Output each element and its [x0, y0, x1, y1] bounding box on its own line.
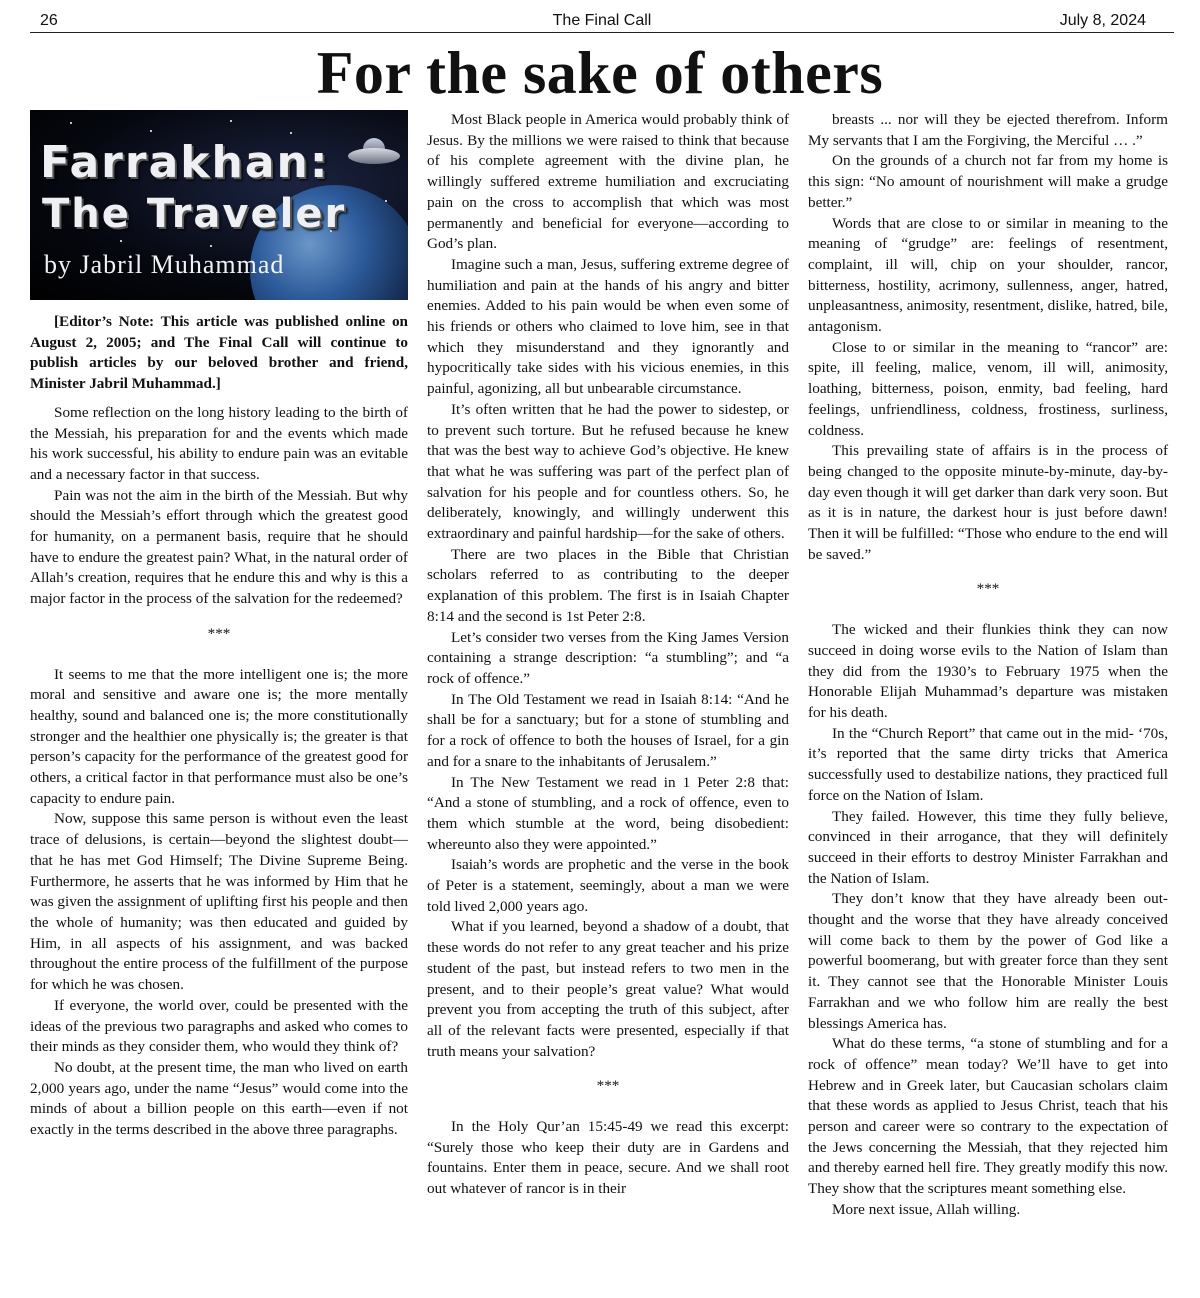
article-column-2	[427, 110, 789, 1200]
column-3-paragraphs	[808, 110, 1168, 565]
paragraph: In the Holy Qur’an 15:45-49 we read this excerpt: “Surely those who keep their duty are in Gardens and fountains. Enter them in peace, secure. And we shall root out whatever of rancor is in their	[427, 1118, 789, 1198]
article-headline: For the sake of others	[316, 40, 884, 106]
logo-title-line1: Farrakhan:	[40, 137, 330, 188]
paragraph: The wicked and their flunkies think they can now succeed in doing worse evils to the Nation of Islam than they did from the 1930’s to February 1975 when the Honorable Elijah Muhammad’s departure was mistaken for his death.	[808, 621, 1168, 721]
paragraph: More next issue, Allah willing.	[832, 1200, 1021, 1218]
section-separator: ***	[596, 1077, 620, 1095]
paragraph: Words that are close to or similar in meaning to the meaning of “grudge” are: feelings of resentment, complaint, ill will, chip on your shoulder, rancor, bitterness, hostility, acrimony, sullenness, anger, hatred, unpleasantness, animosity, resentment, dislike, hatred, bile, antagonism.	[808, 214, 1168, 336]
paragraph: They don’t know that they have already been out-thought and the worse that they have already conceived will come back to them by the power of God like a powerful boomerang, but with greater force than they sent it. They cannot see that the Honorable Minister Louis Farrakhan and we who follow him are really the best blessings America has.	[808, 890, 1168, 1032]
paragraph: Isaiah’s words are prophetic and the verse in the book of Peter is a statement, seemingly, about a man we were told lived 2,000 years ago.	[427, 856, 789, 915]
paragraph: If everyone, the world over, could be presented with the ideas of the previous two paragraphs and asked who comes to their minds as they consider them, who would they think of?	[30, 996, 408, 1056]
paragraph: In the “Church Report” that came out in the mid- ‘70s, it’s reported that the same dirty tricks that America successfully used to destabilize nations, they practiced full force on the Nation of Islam.	[808, 724, 1168, 804]
paragraph: In The New Testament we read in 1 Peter 2:8 that: “And a stone of stumbling, and a rock of offence, even to them which stumble at the word, being disobedient: whereunto also they were appointed.”	[427, 773, 789, 853]
paragraph: breasts ... nor will they be ejected therefrom. Inform My servants that I am the Forgiving, the Merciful … .”	[808, 111, 1168, 149]
paragraph: On the grounds of a church not far from my home is this sign: “No amount of nourishment will make a grudge better.”	[808, 152, 1168, 211]
publication-name: The Final Call	[552, 12, 652, 29]
paragraph: Most Black people in America would probably think of Jesus. By the millions we were raised to think that because of his complete agreement with the divine plan, he willingly suffered extreme humiliation and excruciating pain on the cross to accomplish that which was most permanently and beneficial for everyone—according to God’s plan.	[427, 111, 789, 253]
paragraph: It’s often written that he had the power to sidestep, or to prevent such torture. But he refused because he knew that was the best way to achieve God’s objective. He knew that what he was suffering was part of the perfect plan of salvation for his people and for countless others. So, he deliberately, knowingly, and willingly underwent this extraordinary and painful hardship—for the sake of others.	[427, 400, 789, 543]
article-column-1	[30, 110, 408, 1141]
paragraph: Some reflection on the long history leading to the birth of the Messiah, his preparation for and the events which made his work successful, his ability to endure pain was an evitable and a necessary factor in that success.	[30, 403, 408, 483]
logo-byline: by Jabril Muhammad	[44, 250, 285, 279]
issue-date: July 8, 2024	[1059, 12, 1146, 29]
column-3-paragraphs-b	[808, 620, 1168, 1220]
paragraph: Pain was not the aim in the birth of the Messiah. But why should the Messiah’s effort through which the greatest good for humanity, on a permanent basis, require that he should have to endure the greatest pain? What, in the natural order of Allah’s creation, requires that he endure this and why is this a major factor in the process of the salvation for the redeemed?	[30, 486, 408, 608]
paragraph: What do these terms, “a stone of stumbling and for a rock of offence” mean today? We’ll have to get into Hebrew and in Greek later, but Caucasian scholars claim that these words as applied to Jesus Christ, teach that his person and career were so contrary to the expectation of the Jews concerning the Messiah, that they rejected him and thereby earned hell fire. They greatly modify this now. They show that the scriptures meant something else.	[808, 1035, 1168, 1198]
column-1-paragraphs	[30, 403, 408, 610]
page-number: 26	[40, 12, 58, 29]
ufo-image	[348, 148, 400, 164]
paragraph: What if you learned, beyond a shadow of a doubt, that these words do not refer to any great teacher and his prize student of the past, but instead refers to two men in the present, and to their people’s great value? What would prevent you from accepting the truth of this subject, after all of the relevant facts were presented, especially if that truth means your salvation?	[427, 918, 789, 1060]
paragraph: Let’s consider two verses from the King James Version containing a strange description: “a stumbling”; and “a rock of offence.”	[427, 628, 789, 687]
paragraph: It seems to me that the more intelligent one is; the more moral and sensitive and aware one is; the more mentally healthy, sound and balanced one is; the more constitutionally stronger and the healthier one physically is; the greater is that person’s capacity for the performance of the greatest good for others, a critical factor in that performance must also be one’s capacity to endure pain.	[30, 665, 408, 807]
paragraph: No doubt, at the present time, the man who lived on earth 2,000 years ago, under the name “Jesus” would come into the minds of about a billion people on this earth—even if not exactly in the terms described in the above three paragraphs.	[30, 1058, 408, 1139]
paragraph: Imagine such a man, Jesus, suffering extreme degree of humiliation and pain at the hands of his angry and bitter enemies. Added to his pain would be when even some of his friends or others who claimed to love him, see in that which they misunderstand and they ignorantly and hypocritically take sides with his vicious enemies, in this painful, agonizing, all but unbearable circumstance.	[427, 255, 789, 398]
paragraph: They failed. However, this time they fully believe, convinced in their arrogance, that they will definitely succeed in their efforts to destroy Minister Farrakhan and the Nation of Islam.	[808, 807, 1168, 887]
section-separator: ***	[207, 624, 231, 642]
paragraph: Close to or similar in the meaning to “rancor” are: spite, ill feeling, malice, venom, ill will, animosity, loathing, bitterness, poison, enmity, bad feeling, hard feelings, unfriendliness, coldness, frostiness, surliness, coldness.	[808, 338, 1168, 439]
column-1-paragraphs-b	[30, 665, 408, 1141]
paragraph: This prevailing state of affairs is in the process of being changed to the opposite minute-by-minute, day-by-day even though it will get darker than dark very soon. But as it is in nature, the darkest hour is just before dawn! Then it will be fulfilled: “Those who endure to the end will be saved.”	[808, 442, 1168, 563]
section-separator: ***	[976, 580, 1000, 598]
article-column-3	[808, 110, 1168, 1221]
paragraph: In The Old Testament we read in Isaiah 8:14: “And he shall be for a sanctuary; but for a stone of stumbling and for a rock of offence to both the houses of Israel, for a gin and for a snare to the inhabitants of Jerusalem.”	[427, 690, 789, 770]
column-2-paragraphs	[427, 110, 789, 1062]
logo-title-line2: The Traveler	[42, 191, 347, 237]
column-logo	[30, 110, 408, 300]
paragraph: Now, suppose this same person is without even the least trace of delusions, is certain—beyond the slightest doubt—that he has met God Himself; The Divine Supreme Being. Furthermore, he asserts that he was informed by Him that he was given the assignment of uplifting first his people and then the whole of humanity; was then educated and guided by Him, in all aspects of his assignment, and was backed throughout the entire process of the fulfillment of the purpose for which he was chosen.	[30, 810, 408, 994]
editor-note: [Editor’s Note: This article was published online on August 2, 2005; and The Final Call will continue to publish articles by our beloved brother and friend, Minister Jabril Muhammad.]	[30, 313, 408, 393]
paragraph: There are two places in the Bible that Christian scholars referred to as contributing to the deeper explanation of this problem. The first is in Isaiah Chapter 8:14 and the second is 1st Peter 2:8.	[427, 545, 789, 625]
column-2-paragraphs-b	[427, 1117, 789, 1200]
page-header	[30, 10, 1174, 33]
